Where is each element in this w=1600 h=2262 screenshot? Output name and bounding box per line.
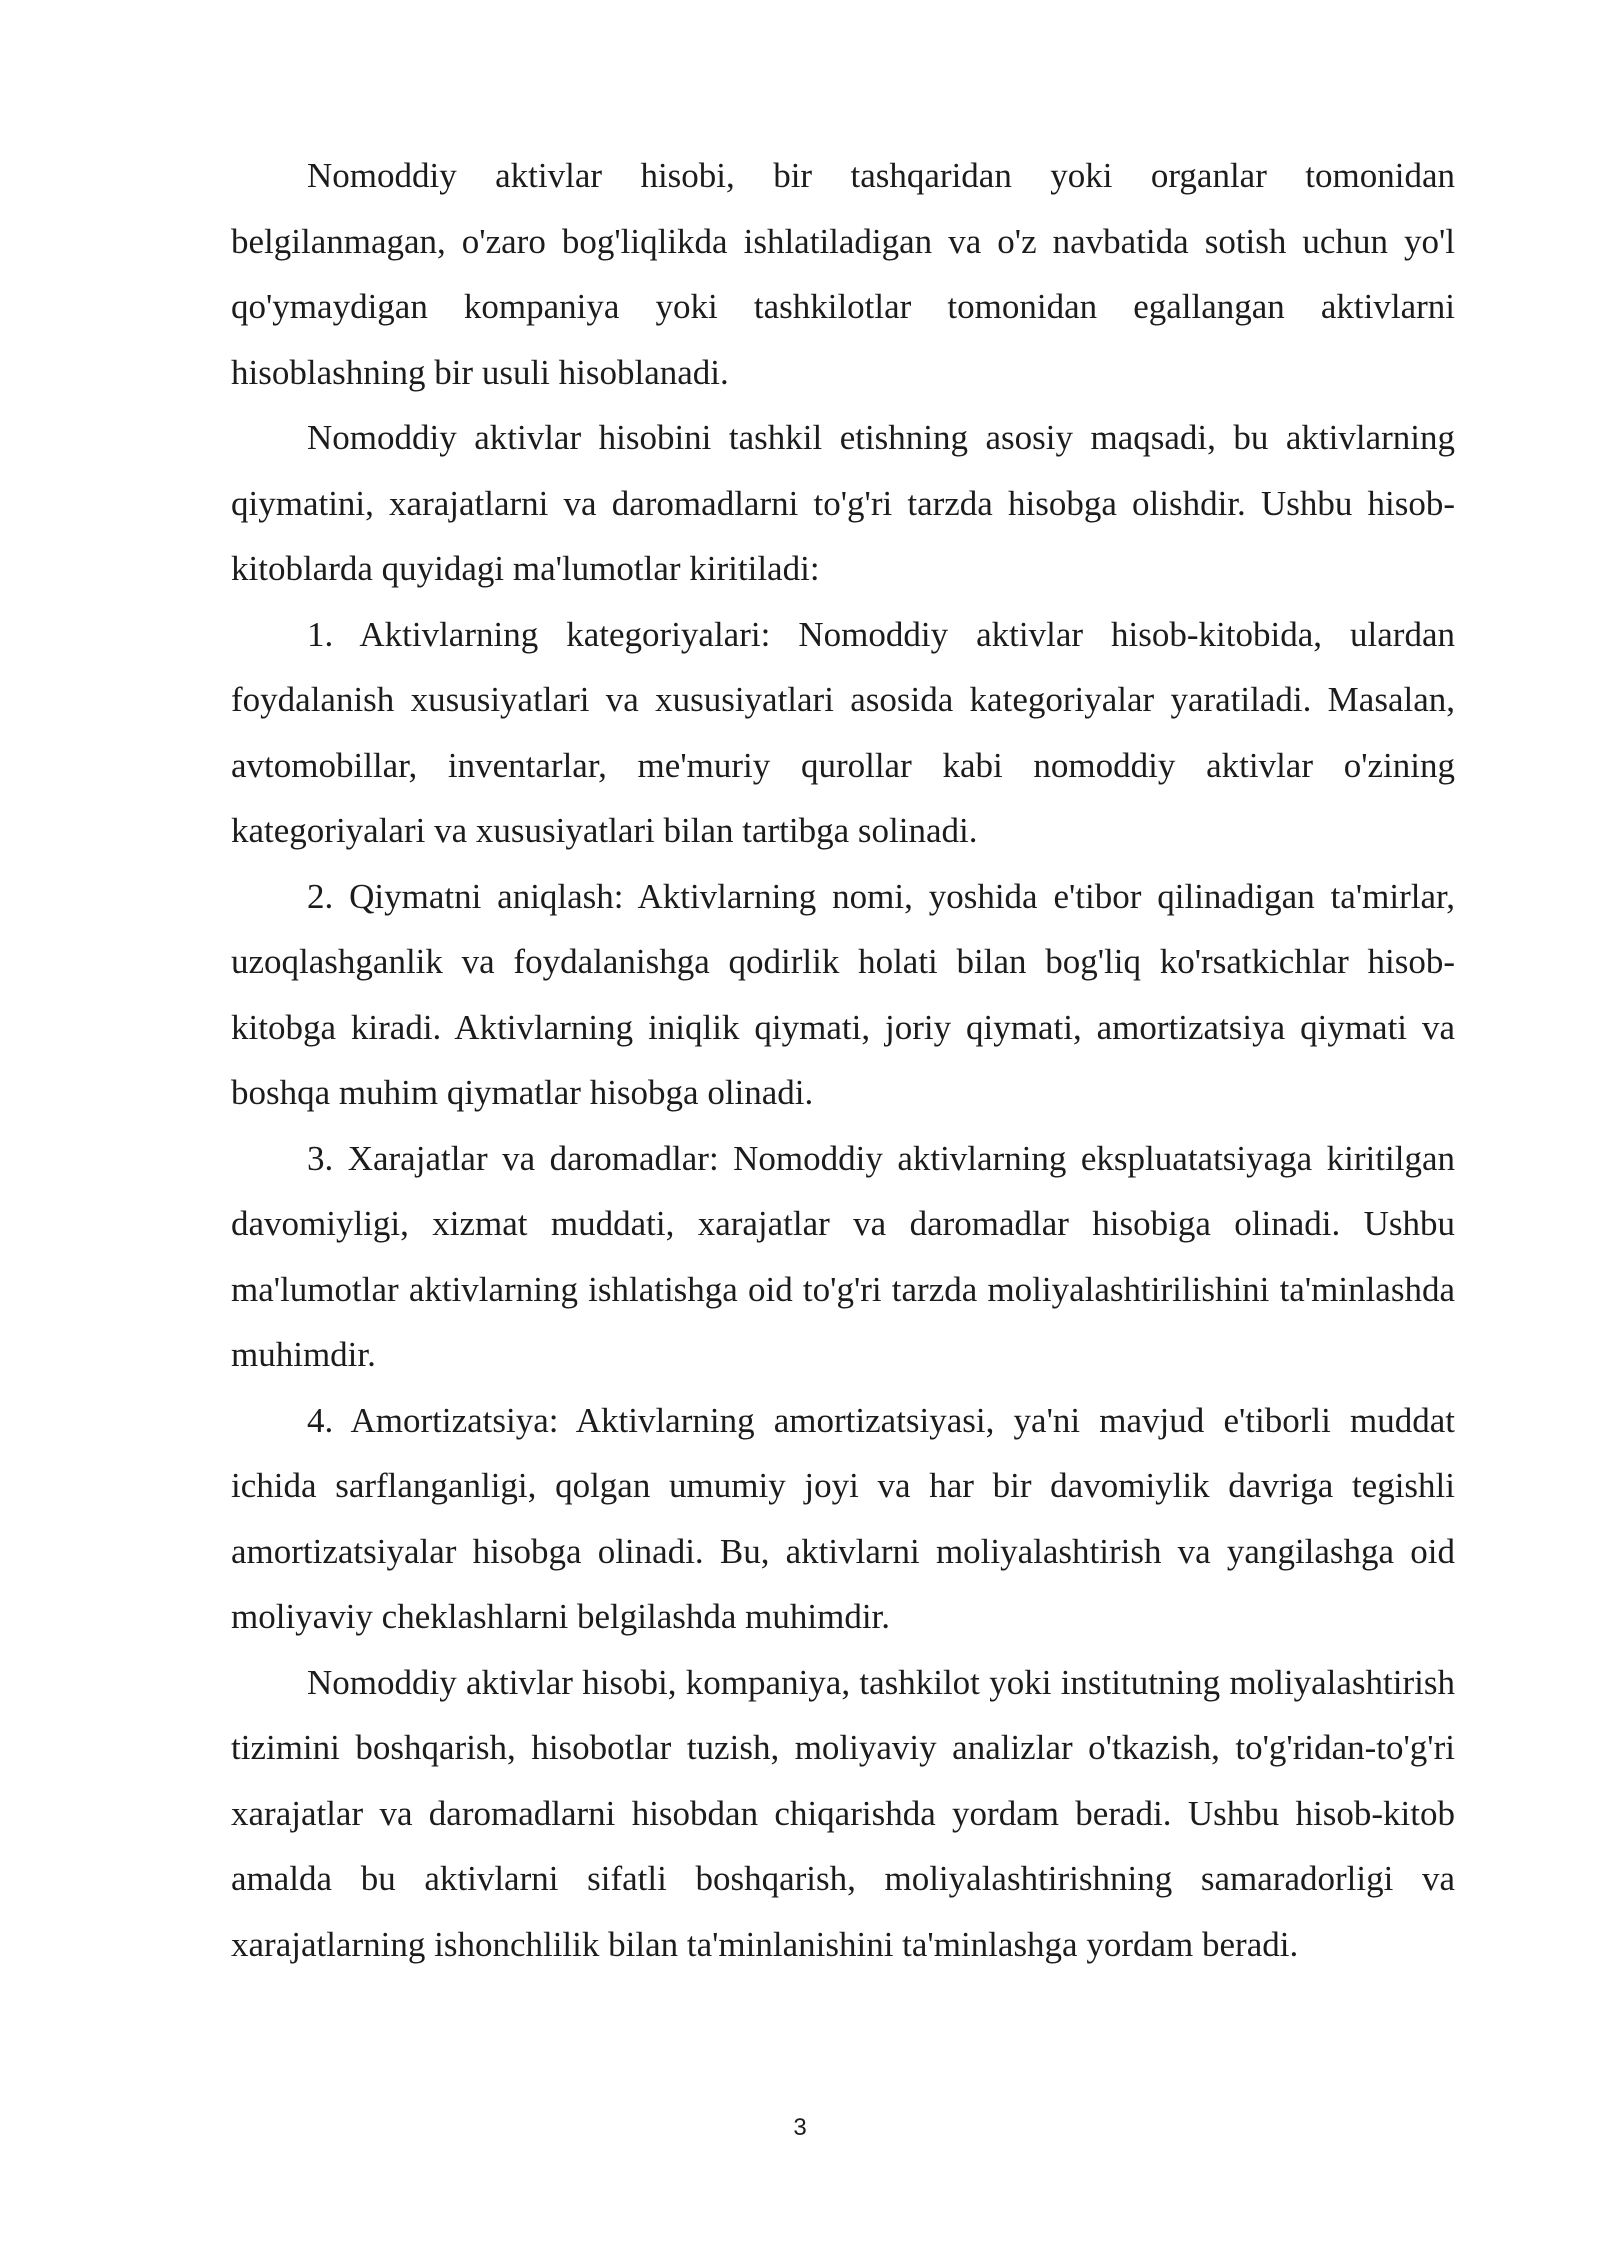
list-item-categories: 1. Aktivlarning kategoriyalari: Nomoddiy aktivlar hisob-kitobida, ulardan foydalanish xususiyatlari va xususiyatlari asosida kategoriyalar yaratiladi. Masalan, avtomobillar, inventarlar, me'muriy qurollar kabi nomoddiy aktivlar o'zining kategoriyalari va xususiyatlari bilan tartibga solinadi. [231,614,1455,850]
body-text [231,143,1455,1977]
paragraph-intro: Nomoddiy aktivlar hisobi, bir tashqaridan yoki organlar tomonidan belgilanmagan, o'zaro bog'liqlikda ishlatiladigan va o'z navbatida sotish uchun yo'l qo'ymaydigan kompaniya yoki tashkilotlar tomonidan egallangan aktivlarni hisoblashning bir usuli hisoblanadi. [231,156,1455,392]
page-number: 3 [793,2114,807,2141]
list-item-expenses-income: 3. Xarajatlar va daromadlar: Nomoddiy aktivlarning ekspluatatsiyaga kiritilgan davomiyligi, xizmat muddati, xarajatlar va daromadlar hisobiga olinadi. Ushbu ma'lumotlar aktivlarning ishlatishga oid to'g'ri tarzda moliyalashtirilishini ta'minlashda muhimdir. [231,1138,1455,1374]
paragraph-purpose: Nomoddiy aktivlar hisobini tashkil etishning asosiy maqsadi, bu aktivlarning qiymatini, xarajatlarni va daromadlarni to'g'ri tarzda hisobga olishdir. Ushbu hisob-kitoblarda quyidagi ma'lumotlar kiritiladi: [231,418,1455,588]
list-item-amortization: 4. Amortizatsiya: Aktivlarning amortizatsiyasi, ya'ni mavjud e'tiborli muddat ichida sarflanganligi, qolgan umumiy joyi va har bir davomiylik davriga tegishli amortizatsiyalar hisobga olinadi. Bu, aktivlarni moliyalashtirish va yangilashga oid moliyaviy cheklashlarni belgilashda muhimdir. [231,1400,1455,1636]
paragraph-conclusion: Nomoddiy aktivlar hisobi, kompaniya, tashkilot yoki institutning moliyalashtirish tizimini boshqarish, hisobotlar tuzish, moliyaviy analizlar o'tkazish, to'g'ridan-to'g'ri xarajatlar va daromadlarni hisobdan chiqarishda yordam beradi. Ushbu hisob-kitob amalda bu aktivlarni sifatli boshqarish, moliyalashtirishning samaradorligi va xarajatlarning ishonchlilik bilan ta'minlanishini ta'minlashga yordam beradi. [231,1662,1455,1964]
list-item-valuation: 2. Qiymatni aniqlash: Aktivlarning nomi, yoshida e'tibor qilinadigan ta'mirlar, uzoqlashganlik va foydalanishga qodirlik holati bilan bog'liq ko'rsatkichlar hisob-kitobga kiradi. Aktivlarning iniqlik qiymati, joriy qiymati, amortizatsiya qiymati va boshqa muhim qiymatlar hisobga olinadi. [231,876,1455,1112]
